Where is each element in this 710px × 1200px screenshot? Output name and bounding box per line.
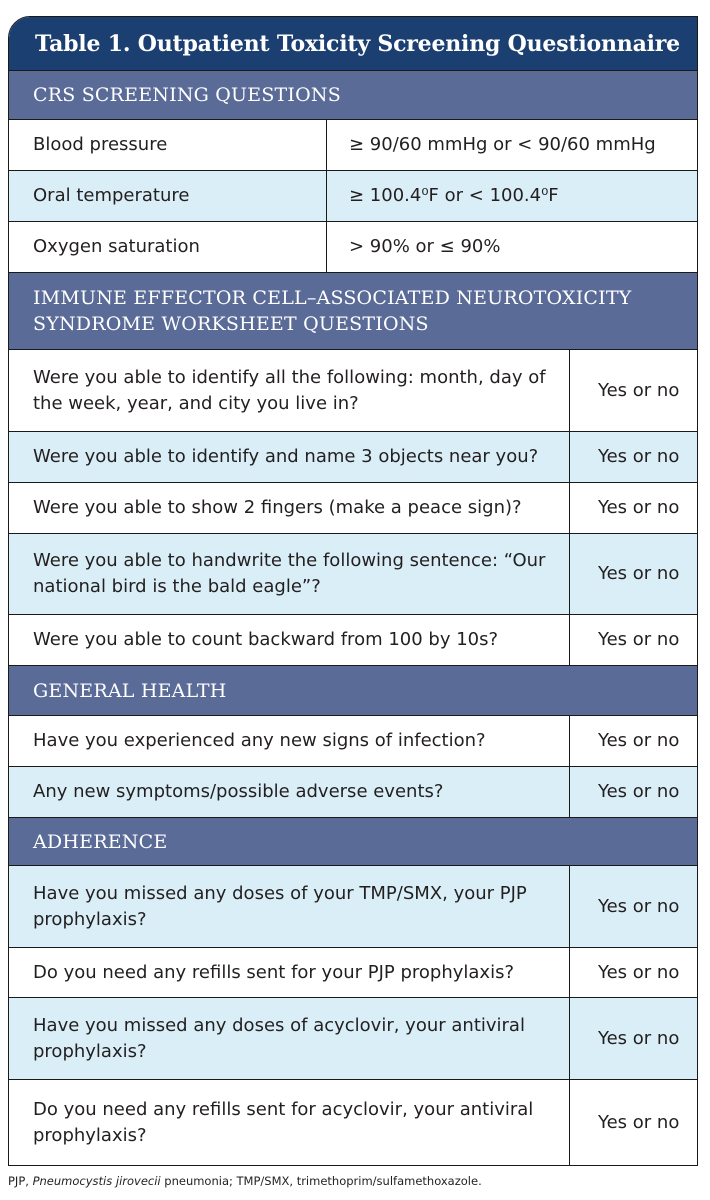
- table-row: [9, 614, 697, 665]
- answer-cell: Yes or no: [598, 1027, 680, 1049]
- table-title: Table 1. Outpatient Toxicity Screening Questionnaire: [9, 17, 697, 70]
- answer-cell: Yes or no: [598, 1111, 680, 1133]
- table-row: [9, 349, 697, 431]
- table-row: [9, 170, 697, 221]
- questionnaire-table: [8, 16, 698, 1166]
- question-cell: Have you missed any doses of your TMP/SMX, your PJP prophylaxis?: [9, 866, 570, 947]
- table-row: [9, 715, 697, 766]
- table-row: [9, 947, 697, 997]
- table-row: [9, 997, 697, 1079]
- table-row: [9, 533, 697, 614]
- question-cell: Were you able to identify all the following: month, day of the week, year, and city you live in?: [9, 350, 570, 431]
- question-cell: Have you missed any doses of acyclovir, your antiviral prophylaxis?: [9, 998, 570, 1079]
- table-row: [9, 865, 697, 947]
- answer-cell: Yes or no: [598, 781, 680, 802]
- question-cell: Were you able to identify and name 3 objects near you?: [9, 432, 570, 482]
- question-cell: Were you able to count backward from 100 by 10s?: [9, 615, 570, 665]
- table-row: [9, 482, 697, 533]
- answer-cell: Yes or no: [598, 895, 680, 917]
- table-footnote: [8, 1174, 482, 1188]
- answer-cell: Yes or no: [598, 629, 680, 650]
- section-header-adherence: ADHERENCE: [9, 817, 697, 865]
- answer-cell: Yes or no: [598, 961, 680, 983]
- row-value: ≥ 100.4⁰F or < 100.4⁰F: [349, 185, 559, 206]
- row-value: > 90% or ≤ 90%: [349, 236, 501, 257]
- row-value: ≥ 90/60 mmHg or < 90/60 mmHg: [349, 134, 656, 155]
- footnote-italic: Pneumocystis jirovecii: [32, 1174, 161, 1188]
- answer-cell: Yes or no: [598, 563, 680, 584]
- row-label: Oxygen saturation: [9, 222, 327, 272]
- section-header-general-health: GENERAL HEALTH: [9, 665, 697, 715]
- row-label: Oral temperature: [9, 171, 327, 221]
- table-row: [9, 431, 697, 482]
- section-header-crs: CRS SCREENING QUESTIONS: [9, 70, 697, 119]
- row-label: Blood pressure: [9, 120, 327, 170]
- question-cell: Do you need any refills sent for your PJP prophylaxis?: [9, 948, 570, 997]
- answer-cell: Yes or no: [598, 446, 680, 467]
- question-cell: Any new symptoms/possible adverse events?: [9, 767, 570, 817]
- answer-cell: Yes or no: [598, 497, 680, 518]
- section-header-icans: IMMUNE EFFECTOR CELL–ASSOCIATED NEUROTOXICITY SYNDROME WORKSHEET QUESTIONS: [9, 272, 697, 349]
- table-row: [9, 119, 697, 170]
- footnote-suffix: pneumonia; TMP/SMX, trimethoprim/sulfamethoxazole.: [160, 1174, 482, 1188]
- question-cell: Do you need any refills sent for acyclovir, your antiviral prophylaxis?: [9, 1080, 570, 1165]
- table-row: [9, 1079, 697, 1165]
- question-cell: Have you experienced any new signs of infection?: [9, 716, 570, 766]
- question-cell: Were you able to show 2 fingers (make a peace sign)?: [9, 483, 570, 533]
- answer-cell: Yes or no: [598, 730, 680, 751]
- table-row: [9, 766, 697, 817]
- answer-cell: Yes or no: [598, 379, 680, 401]
- question-cell: Were you able to handwrite the following sentence: “Our national bird is the bald eagle”?: [9, 534, 570, 614]
- table-row: [9, 221, 697, 272]
- footnote-prefix: PJP,: [8, 1174, 33, 1188]
